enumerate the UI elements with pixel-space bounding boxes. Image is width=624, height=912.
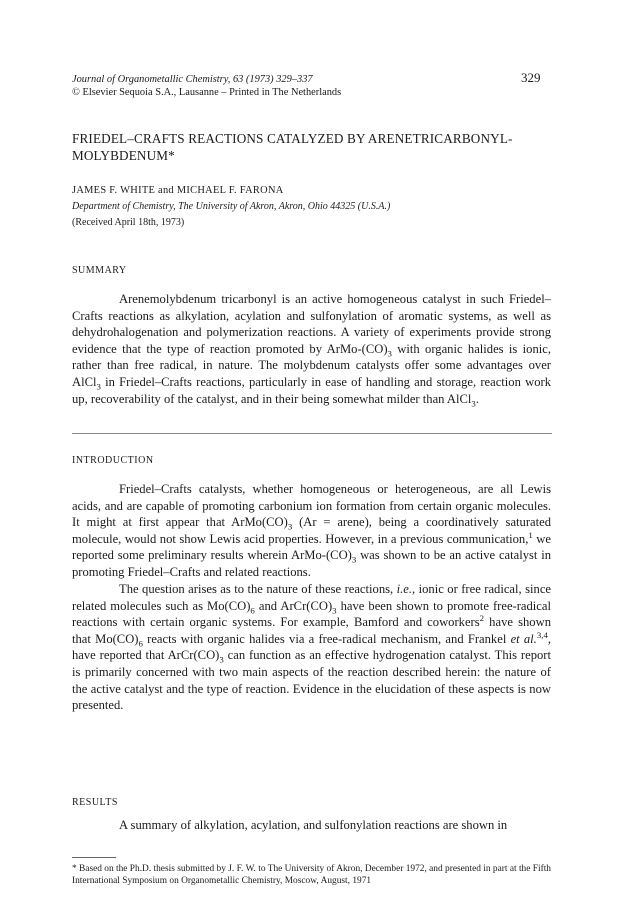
introduction-heading: INTRODUCTION xyxy=(72,455,154,466)
summary-paragraph: Arenemolybdenum tricarbonyl is an active homogeneous catalyst in such Friedel–Crafts reactions as alkylation, acylation and sulfonylation of aromatic systems, as well as dehydrohalogenation and polymerization reactions. A variety of experiments provide strong evidence that the type of reaction promoted by ArMo-$(CO)_3$ with organic halides is ionic, rather than free radical, in nature. The molybdenum catalysts offer some advantages over AlCl$_3$ in Friedel–Crafts reactions, particularly in ease of handling and storage, reaction work up, recoverability of the catalyst, and in their being somewhat milder than AlCl$_3$. xyxy=(72,292,551,409)
footnote: * Based on the Ph.D. thesis submitted by J. F. W. to The University of Akron, December 1972, and presented in part at the Fifth International Symposium on Organometallic Chemistry, Moscow, August, 1971 xyxy=(72,864,551,886)
authors: JAMES F. WHITE and MICHAEL F. FARONA xyxy=(72,185,284,196)
paper-title xyxy=(72,130,572,164)
received-date: (Received April 18th, 1973) xyxy=(72,217,185,228)
footnote-rule xyxy=(72,857,116,858)
page-number: 329 xyxy=(521,70,541,85)
title-line-2: MOLYBDENUM* xyxy=(72,148,175,163)
affiliation: Department of Chemistry, The University of Akron, Akron, Ohio 44325 (U.S.A.) xyxy=(72,201,391,212)
results-paragraph: A summary of alkylation, acylation, and sulfonylation reactions are shown in xyxy=(119,818,508,832)
journal-citation: Journal of Organometallic Chemistry, 63 (1973) 329–337 xyxy=(72,74,313,85)
introduction-paragraph-2: The question arises as to the nature of these reactions, i.e., ionic or free radical, since related molecules such as $Mo(CO)_6$ and $ArCr(CO)_3$ have been shown to promote free-radical reactions with certain organic systems. For example, Bamford and coworkers$^2$ have shown that $Mo(CO)_6$ reacts with organic halides via a free-radical mechanism, and Frankel et al.$^{3,4}$, have reported that $ArCr(CO)_3$ can function as an effective hydrogenation catalyst. This report is primarily concerned with two main aspects of the reaction described herein: the nature of the active catalyst and the type of reaction. Evidence in the elucidation of these aspects is now presented. xyxy=(72,582,551,713)
copyright-line: © Elsevier Sequoia S.A., Lausanne – Printed in The Netherlands xyxy=(72,87,342,98)
summary-heading: SUMMARY xyxy=(72,265,127,276)
section-divider xyxy=(72,433,552,434)
results-heading: RESULTS xyxy=(72,797,118,808)
introduction-paragraph-1: Friedel–Crafts catalysts, whether homogeneous or heterogeneous, are all Lewis acids, and are capable of promoting carbonium ion formation from certain organic molecules. It might at first appear that $ArMo(CO)_3$ (Ar = arene), being a coordinatively saturated molecule, would not show Lewis acid properties. However, in a previous communication,$^1$ we reported some preliminary results wherein ArMo-$(CO)_3$ was shown to be an active catalyst in promoting Friedel–Crafts and related reactions. xyxy=(72,482,551,579)
title-line-1: FRIEDEL–CRAFTS REACTIONS CATALYZED BY ARENETRICARBONYL- xyxy=(72,131,513,146)
